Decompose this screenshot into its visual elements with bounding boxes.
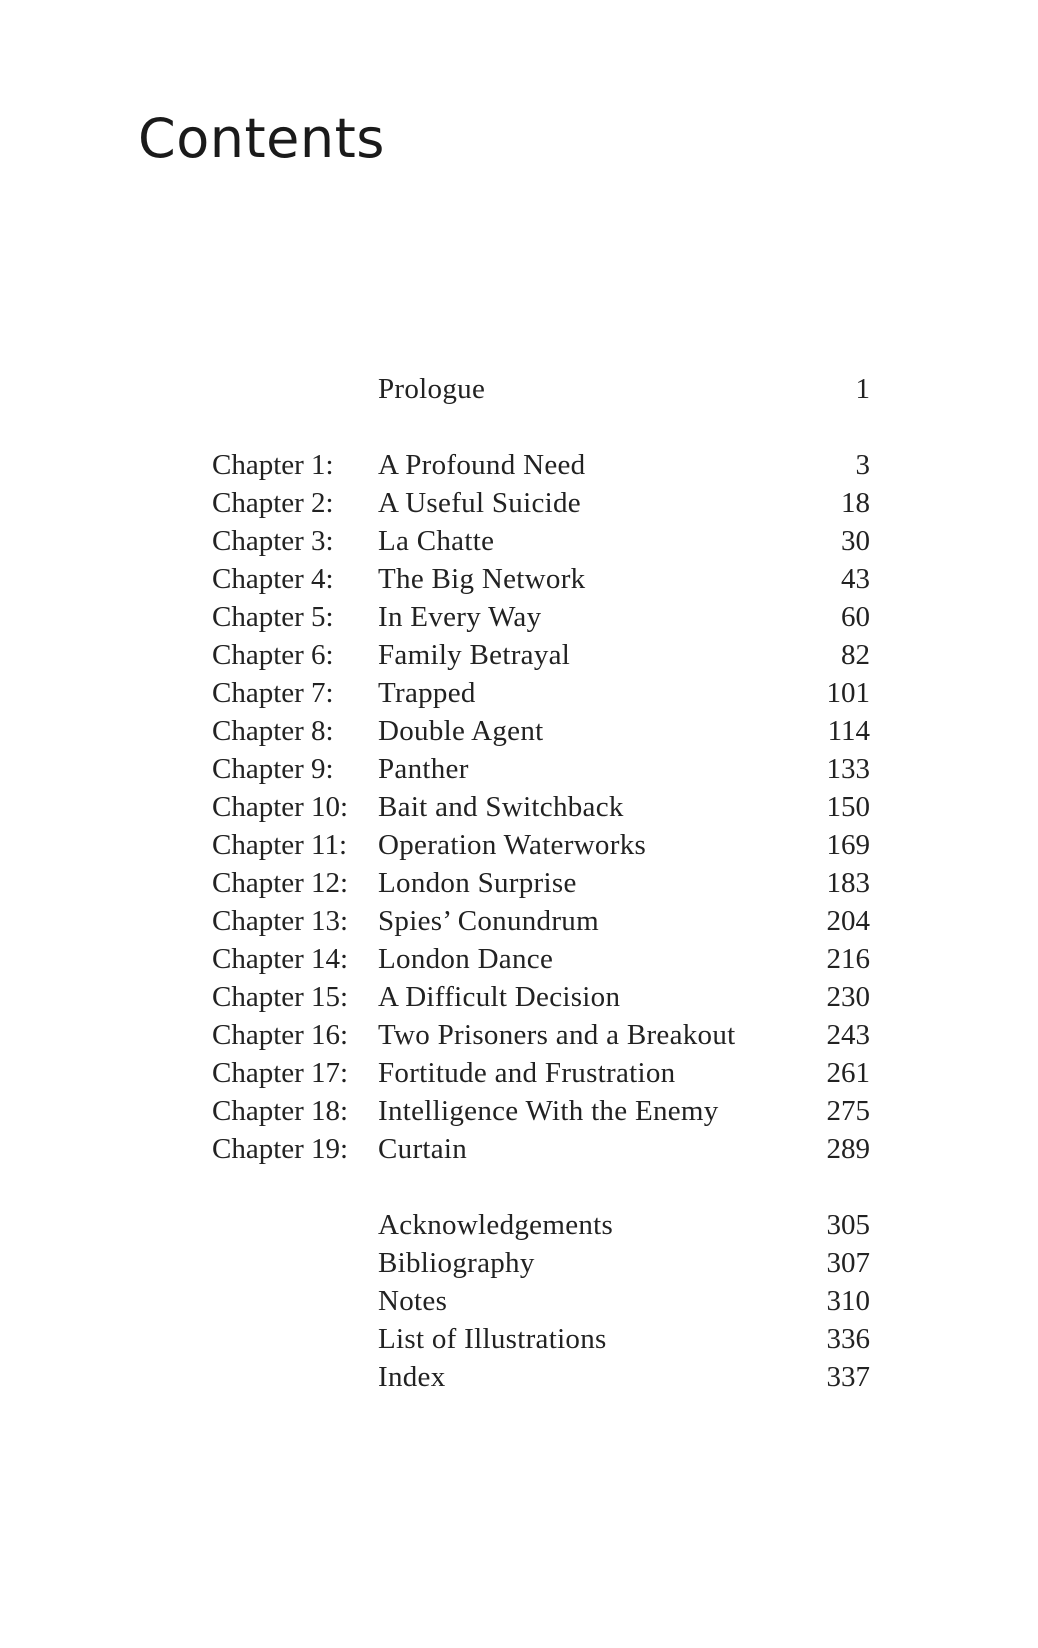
entry-title: Curtain: [378, 1133, 468, 1165]
page-number: 230: [826, 981, 870, 1013]
entry-title: Bibliography: [378, 1247, 535, 1279]
chapter-label: Chapter 2:: [212, 487, 334, 519]
entry-title: The Big Network: [378, 563, 586, 595]
entry-title: In Every Way: [378, 601, 542, 633]
chapter-entry: [0, 788, 1038, 826]
back-matter-entry: [0, 1244, 1038, 1282]
chapter-entry: [0, 826, 1038, 864]
chapter-entry: [0, 712, 1038, 750]
entry-title: A Profound Need: [378, 449, 586, 481]
chapter-label: Chapter 13:: [212, 905, 349, 937]
entry-title: Prologue: [378, 373, 486, 405]
entry-title: Notes: [378, 1285, 448, 1317]
chapter-label: Chapter 12:: [212, 867, 349, 899]
page-number: 216: [826, 943, 870, 975]
page-title: Contents: [138, 107, 385, 170]
back-matter-entry: [0, 1320, 1038, 1358]
page-number: 1: [855, 373, 870, 405]
page-number: 3: [855, 449, 870, 481]
page-number: 275: [826, 1095, 870, 1127]
back-matter-entry: [0, 1206, 1038, 1244]
back-matter-entry: [0, 1282, 1038, 1320]
entry-title: La Chatte: [378, 525, 495, 557]
page-number: 60: [841, 601, 870, 633]
chapter-label: Chapter 18:: [212, 1095, 349, 1127]
page-number: 150: [826, 791, 870, 823]
chapter-label: Chapter 19:: [212, 1133, 349, 1165]
entry-title: Operation Waterworks: [378, 829, 647, 861]
chapter-entry: [0, 522, 1038, 560]
chapter-label: Chapter 3:: [212, 525, 334, 557]
chapter-entry: [0, 1016, 1038, 1054]
entry-title: Fortitude and Frustration: [378, 1057, 676, 1089]
back-matter-entry: [0, 1358, 1038, 1396]
page-number: 289: [826, 1133, 870, 1165]
entry-title: Family Betrayal: [378, 639, 571, 671]
chapter-entry: [0, 750, 1038, 788]
chapter-entry: [0, 902, 1038, 940]
chapter-entry: [0, 636, 1038, 674]
chapter-label: Chapter 11:: [212, 829, 348, 861]
entry-title: Two Prisoners and a Breakout: [378, 1019, 736, 1051]
entry-title: Double Agent: [378, 715, 544, 747]
page-number: 305: [826, 1209, 870, 1241]
front-matter-entry: [0, 370, 1038, 408]
chapter-entry: [0, 674, 1038, 712]
entry-title: London Dance: [378, 943, 554, 975]
page-number: 336: [826, 1323, 870, 1355]
chapter-label: Chapter 14:: [212, 943, 349, 975]
chapter-entry: [0, 446, 1038, 484]
chapter-label: Chapter 5:: [212, 601, 334, 633]
page-number: 82: [841, 639, 870, 671]
chapter-entry: [0, 864, 1038, 902]
chapter-entry: [0, 1054, 1038, 1092]
chapter-entry: [0, 484, 1038, 522]
page-number: 337: [826, 1361, 870, 1393]
page-number: 307: [826, 1247, 870, 1279]
page-number: 133: [826, 753, 870, 785]
entry-title: Trapped: [378, 677, 476, 709]
page-number: 183: [826, 867, 870, 899]
page-number: 30: [841, 525, 870, 557]
chapter-label: Chapter 15:: [212, 981, 349, 1013]
page-number: 43: [841, 563, 870, 595]
entry-title: Spies’ Conundrum: [378, 905, 599, 937]
page-number: 18: [841, 487, 870, 519]
entry-title: Acknowledgements: [378, 1209, 614, 1241]
chapter-entry: [0, 1130, 1038, 1168]
entry-title: A Difficult Decision: [378, 981, 621, 1013]
chapter-label: Chapter 9:: [212, 753, 334, 785]
chapter-entry: [0, 978, 1038, 1016]
chapter-entry: [0, 560, 1038, 598]
entry-title: Intelligence With the Enemy: [378, 1095, 719, 1127]
page-number: 243: [826, 1019, 870, 1051]
chapter-label: Chapter 16:: [212, 1019, 349, 1051]
entry-title: List of Illustrations: [378, 1323, 607, 1355]
page-number: 310: [826, 1285, 870, 1317]
chapter-label: Chapter 1:: [212, 449, 334, 481]
chapter-label: Chapter 7:: [212, 677, 334, 709]
chapter-entry: [0, 1092, 1038, 1130]
page-number: 261: [826, 1057, 870, 1089]
entry-title: A Useful Suicide: [378, 487, 581, 519]
chapter-label: Chapter 4:: [212, 563, 334, 595]
entry-title: Bait and Switchback: [378, 791, 624, 823]
chapter-label: Chapter 17:: [212, 1057, 349, 1089]
chapter-label: Chapter 6:: [212, 639, 334, 671]
chapter-label: Chapter 10:: [212, 791, 349, 823]
entry-title: Index: [378, 1361, 446, 1393]
page-number: 101: [826, 677, 870, 709]
entry-title: London Surprise: [378, 867, 577, 899]
chapter-entry: [0, 940, 1038, 978]
chapter-entry: [0, 598, 1038, 636]
page-number: 114: [827, 715, 870, 747]
page-number: 204: [826, 905, 870, 937]
page-number: 169: [826, 829, 870, 861]
chapter-label: Chapter 8:: [212, 715, 334, 747]
entry-title: Panther: [378, 753, 469, 785]
